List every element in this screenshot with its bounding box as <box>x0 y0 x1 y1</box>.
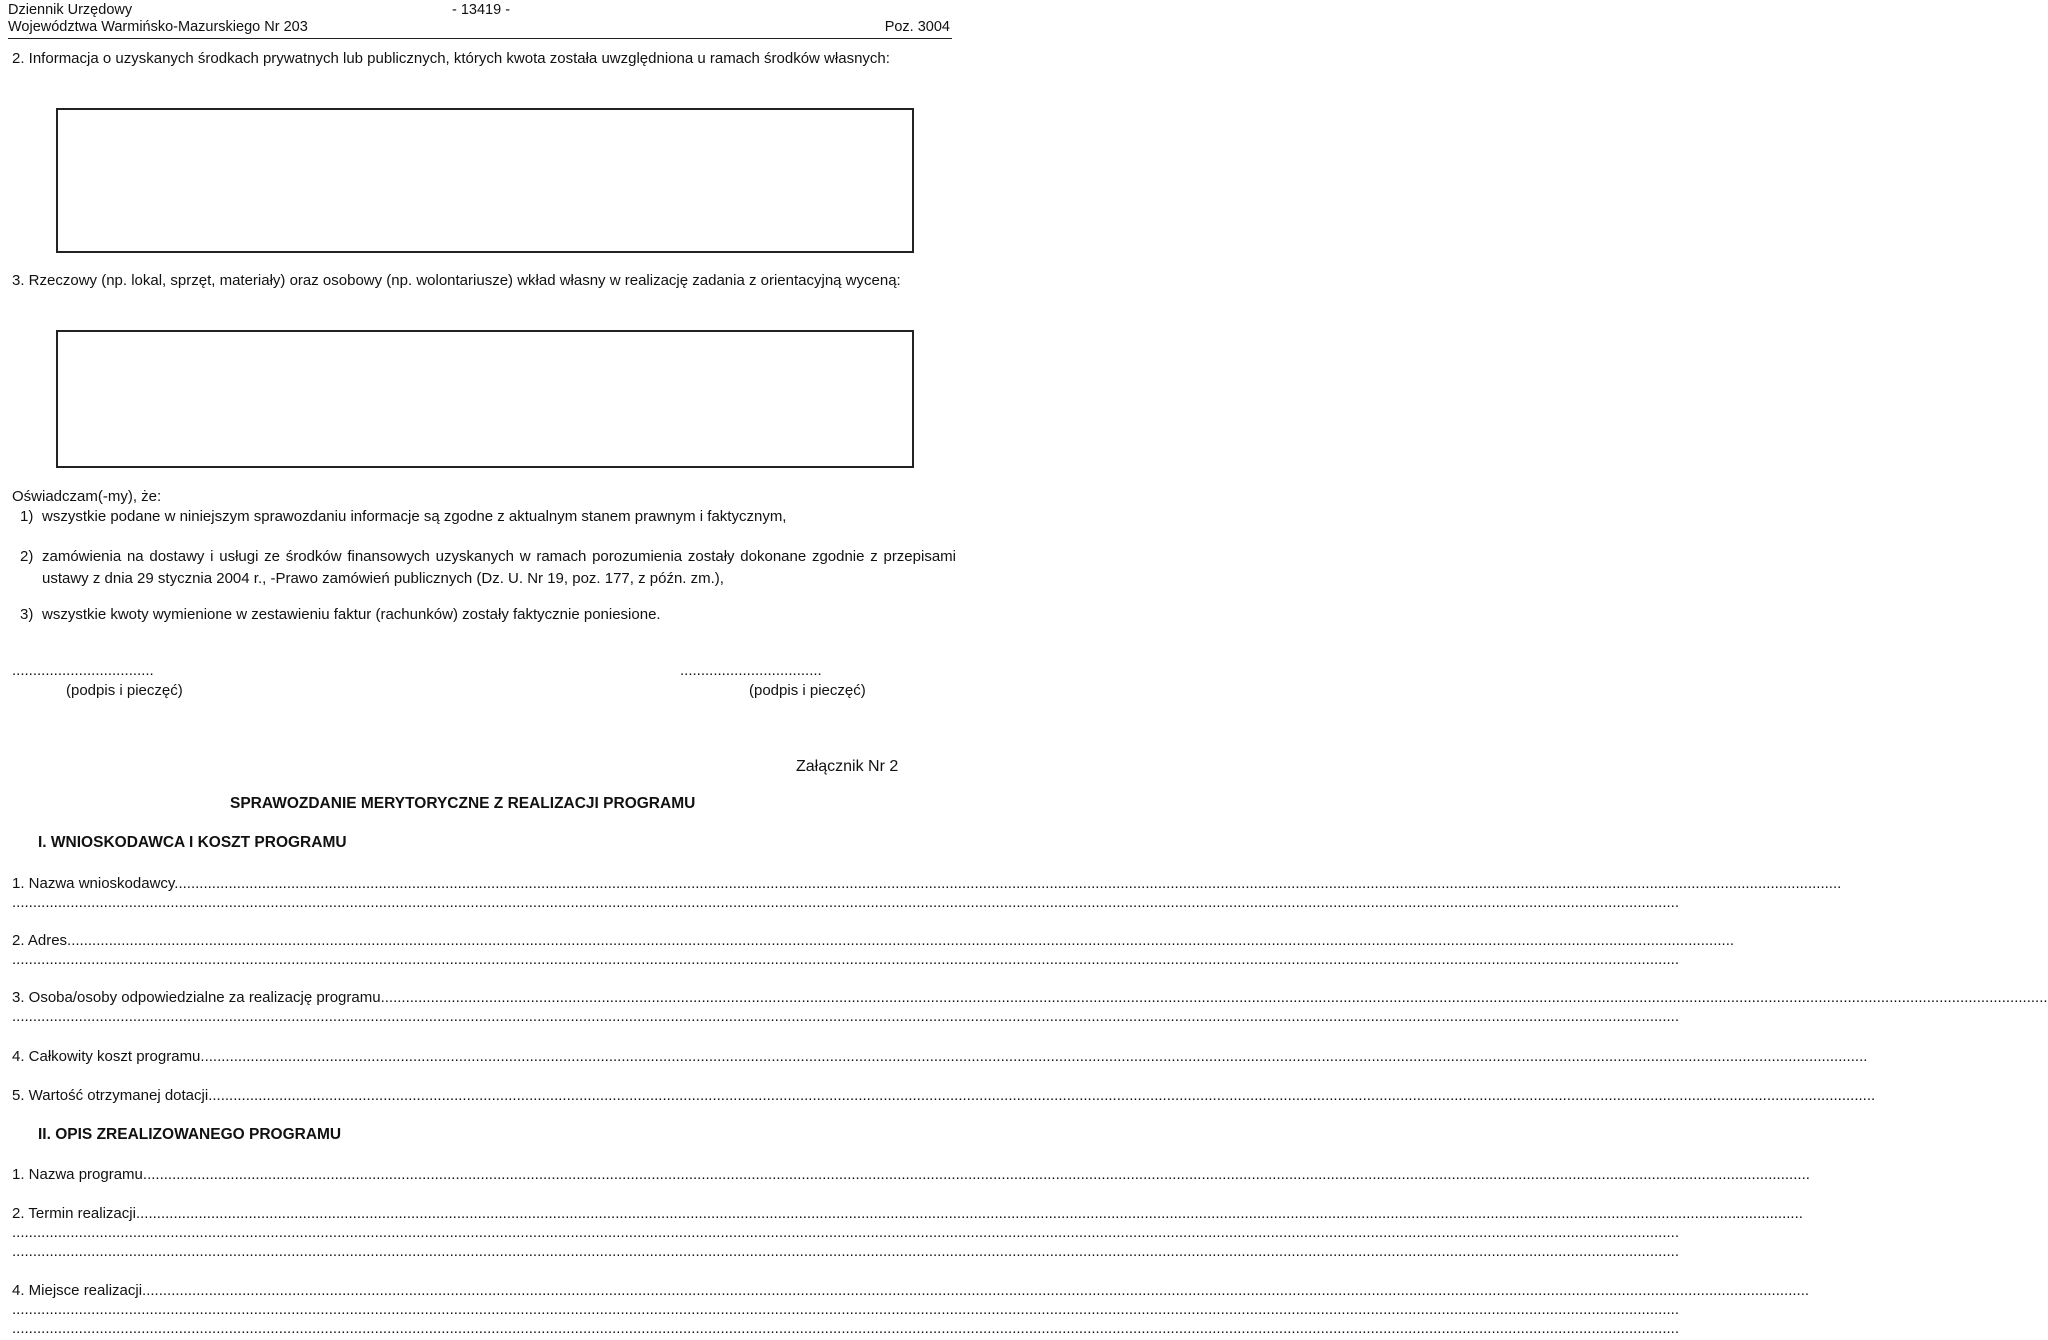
annex-label: Załącznik Nr 2 <box>796 758 899 775</box>
report-title: SPRAWOZDANIE MERYTORYCZNE Z REALIZACJI PROGRAMU <box>230 795 696 812</box>
section-I-heading: I. WNIOSKODAWCA I KOSZT PROGRAMU <box>38 834 347 851</box>
journal-header <box>8 2 308 36</box>
field-responsible-persons[interactable]: 3. Osoba/osoby odpowiedzialne za realizację programu................................................................................................................................................................................................................................................................................................................................................................................................................ <box>12 989 2048 1006</box>
signature-caption-left: (podpis i pieczęć) <box>66 682 183 699</box>
page-number: - 13419 - <box>452 2 511 18</box>
declaration-item-num: 2) <box>20 548 34 565</box>
position-number: Poz. 3004 <box>884 19 950 35</box>
field-continuation-line[interactable]: ................................................................................................................................................................................................................................................................................................................................................................................................................ <box>12 1224 1679 1241</box>
field-applicant-name[interactable]: 1. Nazwa wnioskodawcy................................................................................................................................................................................................................................................................................................................................................................................................................ <box>12 875 1842 892</box>
field-continuation-line[interactable]: ................................................................................................................................................................................................................................................................................................................................................................................................................ <box>12 894 1679 911</box>
field-realization-place[interactable]: 4. Miejsce realizacji................................................................................................................................................................................................................................................................................................................................................................................................................ <box>12 1282 1810 1299</box>
section-3-text: 3. Rzeczowy (np. lokal, sprzęt, materiały) oraz osobowy (np. wolontariusze) wkład własny w realizację zadania z orientacyjną wyceną: <box>12 272 901 289</box>
journal-title: Dziennik Urzędowy <box>8 2 133 18</box>
field-continuation-line[interactable]: ................................................................................................................................................................................................................................................................................................................................................................................................................ <box>12 1320 1679 1337</box>
signature-line-right: .................................. <box>680 662 822 679</box>
declaration-item-num: 1) <box>20 508 34 525</box>
field-continuation-line[interactable]: ................................................................................................................................................................................................................................................................................................................................................................................................................ <box>12 1008 1679 1025</box>
declaration-item-text: zamówienia na dostawy i usługi ze środków finansowych uzyskanych w ramach porozumienia zostały dokonane zgodnie z przepisami ustawy z dnia 29 stycznia 2004 r., -Prawo zamówień publicznych (Dz. U. Nr 19, poz. 177, z późn. zm.), <box>42 548 956 587</box>
field-total-cost[interactable]: 4. Całkowity koszt programu................................................................................................................................................................................................................................................................................................................................................................................................................ <box>12 1048 1868 1065</box>
declaration-intro: Oświadczam(-my), że: <box>12 488 162 505</box>
signature-line-left: .................................. <box>12 662 154 679</box>
section-3-input-box[interactable] <box>56 330 914 468</box>
signature-caption-right: (podpis i pieczęć) <box>749 682 866 699</box>
field-continuation-line[interactable]: ................................................................................................................................................................................................................................................................................................................................................................................................................ <box>12 1301 1679 1318</box>
section-II-heading: II. OPIS ZREALIZOWANEGO PROGRAMU <box>38 1126 342 1143</box>
section-2-input-box[interactable] <box>56 108 914 253</box>
field-continuation-line[interactable]: ................................................................................................................................................................................................................................................................................................................................................................................................................ <box>12 951 1679 968</box>
journal-voivodeship: Województwa Warmińsko-Mazurskiego Nr 203 <box>8 19 308 35</box>
header-divider <box>8 38 952 39</box>
declaration-item-text: wszystkie podane w niniejszym sprawozdaniu informacje są zgodne z aktualnym stanem prawnym i faktycznym, <box>42 508 787 525</box>
field-address[interactable]: 2. Adres................................................................................................................................................................................................................................................................................................................................................................................................................ <box>12 932 1735 949</box>
declaration-item-num: 3) <box>20 606 34 623</box>
declaration-item-text: wszystkie kwoty wymienione w zestawieniu faktur (rachunków) zostały faktycznie poniesione. <box>42 606 661 623</box>
field-program-name[interactable]: 1. Nazwa programu................................................................................................................................................................................................................................................................................................................................................................................................................ <box>12 1166 1810 1183</box>
field-continuation-line[interactable]: ................................................................................................................................................................................................................................................................................................................................................................................................................ <box>12 1243 1679 1260</box>
section-2-text: 2. Informacja o uzyskanych środkach prywatnych lub publicznych, których kwota została uwzględniona u ramach środków własnych: <box>12 50 890 67</box>
field-realization-term[interactable]: 2. Termin realizacji................................................................................................................................................................................................................................................................................................................................................................................................................ <box>12 1205 1803 1222</box>
field-grant-value[interactable]: 5. Wartość otrzymanej dotacji................................................................................................................................................................................................................................................................................................................................................................................................................ <box>12 1087 1876 1104</box>
